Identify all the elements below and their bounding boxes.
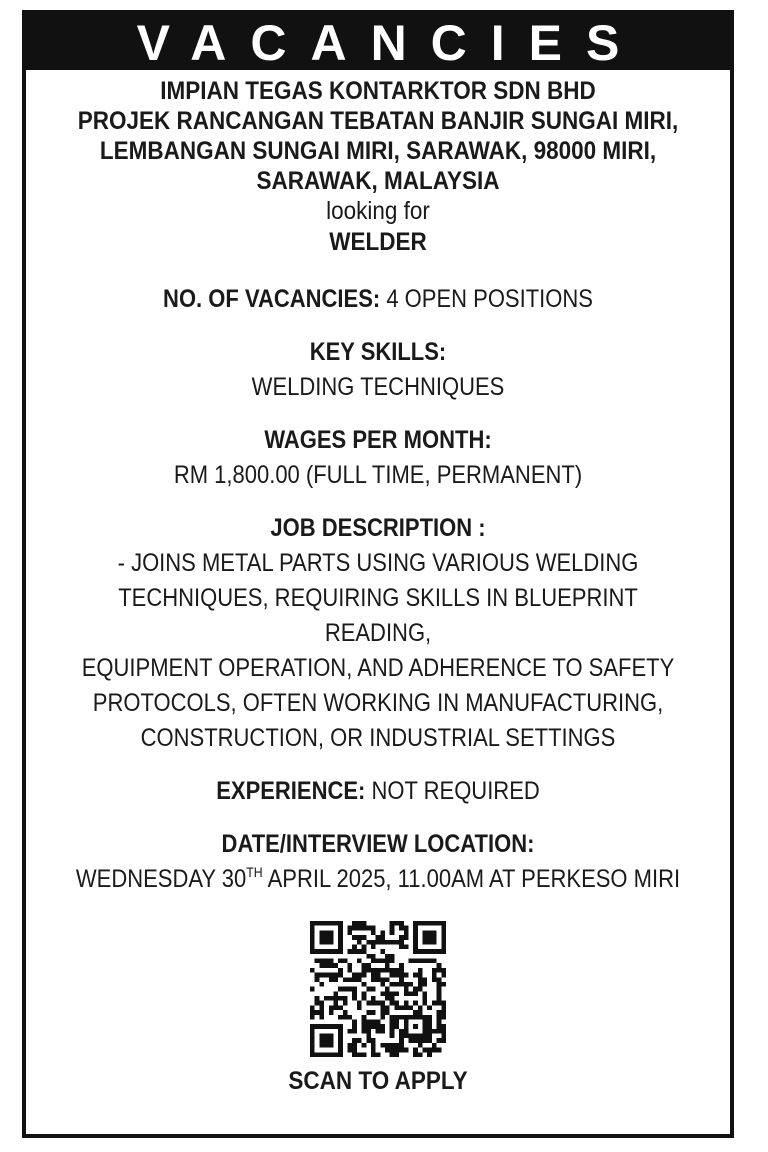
poster-content bbox=[26, 76, 730, 1097]
job-description-line: EQUIPMENT OPERATION, AND ADHERENCE TO SAFETY bbox=[81, 654, 675, 682]
key-skills-label: KEY SKILLS: bbox=[309, 338, 447, 366]
job-description-line: PROTOCOLS, OFTEN WORKING IN MANUFACTURING, bbox=[92, 689, 664, 717]
company-address-line-2: LEMBANGAN SUNGAI MIRI, SARAWAK, 98000 MIRI, bbox=[99, 137, 657, 165]
scan-to-apply-label: SCAN TO APPLY bbox=[288, 1067, 468, 1095]
interview-rest: APRIL 2025, 11.00AM AT PERKESO MIRI bbox=[262, 865, 681, 893]
wages-label: WAGES PER MONTH: bbox=[264, 426, 492, 454]
job-description-line: CONSTRUCTION, OR INDUSTRIAL SETTINGS bbox=[140, 724, 616, 752]
company-name: IMPIAN TEGAS KONTARKTOR SDN BHD bbox=[160, 77, 596, 105]
position-title: WELDER bbox=[329, 228, 427, 256]
vacancies-label: NO. OF VACANCIES: bbox=[163, 285, 381, 313]
interview-details bbox=[68, 862, 688, 897]
experience-label: EXPERIENCE: bbox=[216, 777, 366, 805]
qr-code-graphic bbox=[310, 921, 446, 1057]
looking-for-text: looking for bbox=[326, 197, 430, 225]
key-skills-value: WELDING TECHNIQUES bbox=[251, 373, 505, 401]
vacancies-banner: VACANCIES bbox=[26, 14, 730, 70]
company-address-line-3: SARAWAK, MALAYSIA bbox=[256, 167, 500, 195]
experience-value: NOT REQUIRED bbox=[371, 777, 540, 805]
qr-code-icon[interactable] bbox=[310, 921, 446, 1057]
wages-value: RM 1,800.00 (FULL TIME, PERMANENT) bbox=[173, 461, 583, 489]
vacancies-value: 4 OPEN POSITIONS bbox=[386, 285, 593, 313]
job-description-line: - JOINS METAL PARTS USING VARIOUS WELDING bbox=[117, 549, 639, 577]
job-description-line: TECHNIQUES, REQUIRING SKILLS IN BLUEPRINT READING, bbox=[118, 584, 638, 647]
experience-row bbox=[68, 774, 688, 809]
interview-label: DATE/INTERVIEW LOCATION: bbox=[221, 830, 535, 858]
vacancy-poster bbox=[22, 10, 734, 1138]
company-address-line-1: PROJEK RANCANGAN TEBATAN BANJIR SUNGAI MIRI, bbox=[77, 107, 679, 135]
interview-day: WEDNESDAY 30 bbox=[75, 865, 247, 893]
job-description-label: JOB DESCRIPTION : bbox=[270, 514, 486, 542]
interview-day-suffix: TH bbox=[246, 864, 263, 880]
vacancies-row bbox=[68, 282, 688, 317]
